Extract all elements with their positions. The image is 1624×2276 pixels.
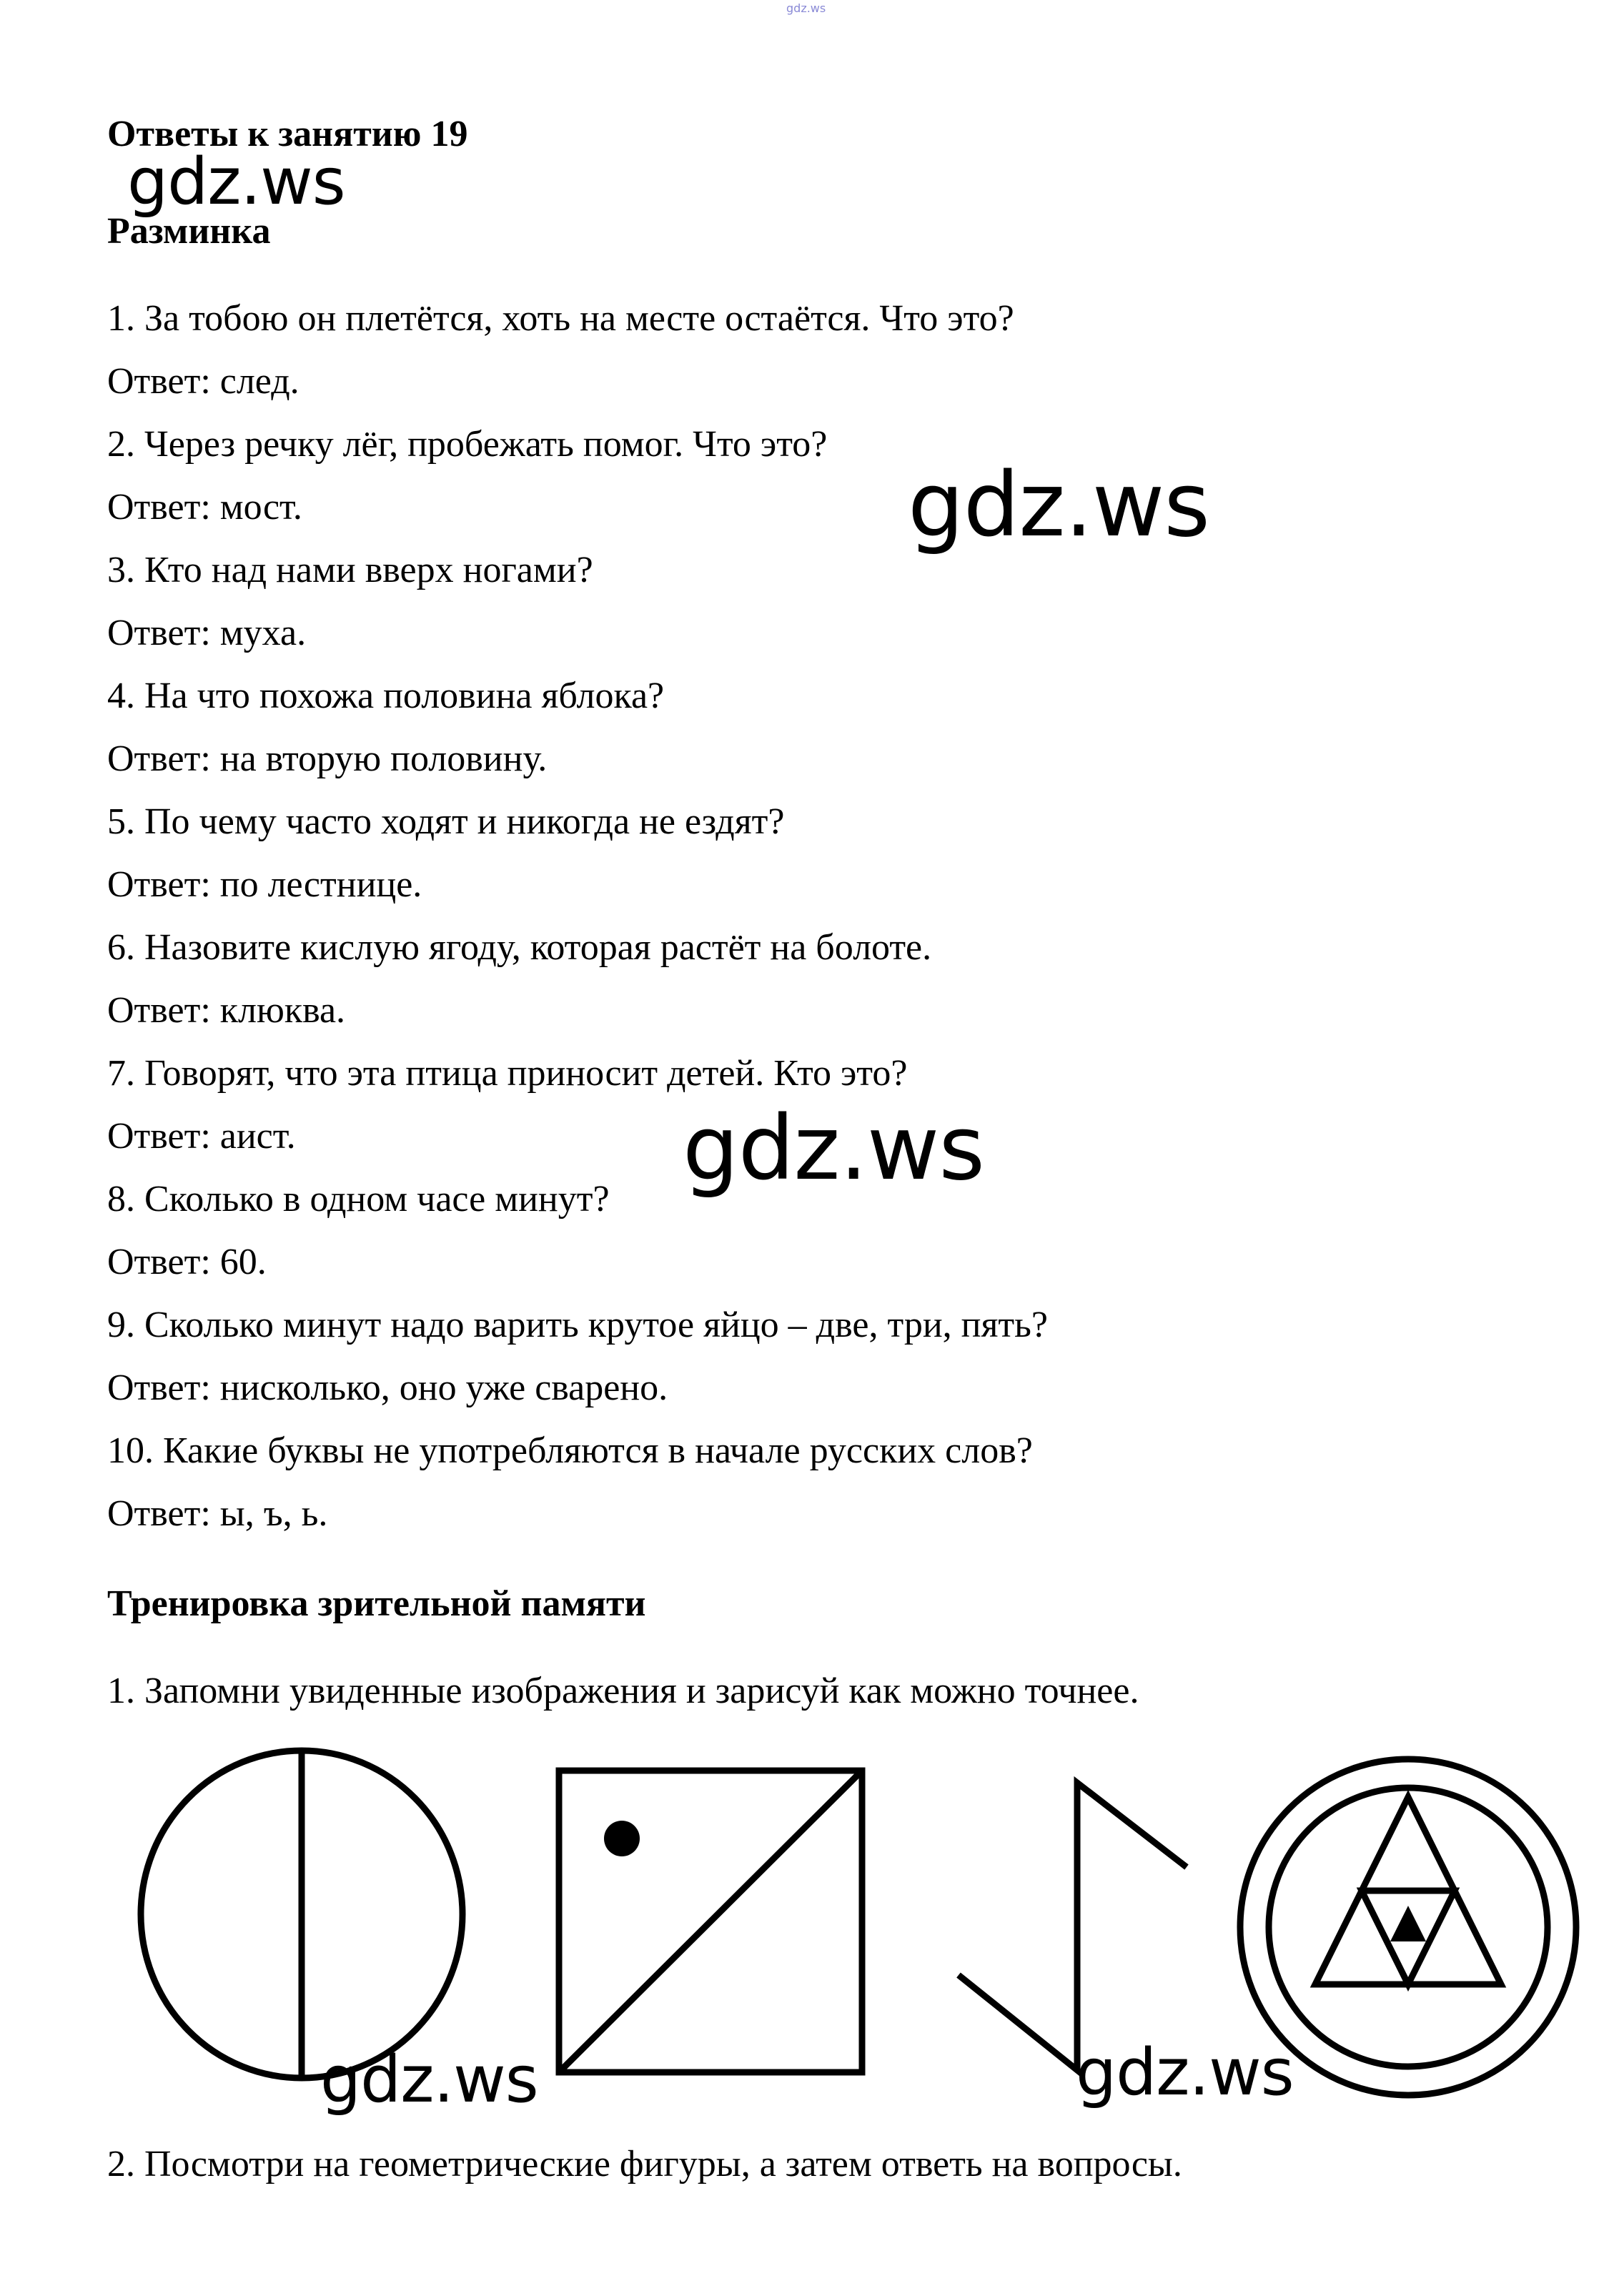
- section-heading-visual-memory: Тренировка зрительной памяти: [107, 1583, 646, 1624]
- memory-figures: [0, 1701, 1624, 2102]
- question-line: 9. Сколько минут надо варить крутое яйцо – две, три, пять?: [107, 1305, 1048, 1345]
- answer-line: Ответ: мост.: [107, 487, 302, 528]
- answer-line: Ответ: на вторую половину.: [107, 738, 548, 779]
- question-line: 5. По чему часто ходят и никогда не ездят?: [107, 801, 785, 842]
- question-line: 8. Сколько в одном часе минут?: [107, 1179, 610, 1219]
- page-title: Ответы к занятию 19: [107, 114, 468, 154]
- top-watermark: gdz.ws: [786, 1, 826, 15]
- watermark: gdz.ws: [683, 1097, 984, 1200]
- watermark: gdz.ws: [908, 454, 1209, 557]
- question-line: 2. Через речку лёг, пробежать помог. Что это?: [107, 424, 828, 465]
- question-line: 10. Какие буквы не употребляются в начале русских слов?: [107, 1430, 1033, 1471]
- task-line: 1. Запомни увиденные изображения и зарисуй как можно точнее.: [107, 1671, 1139, 1711]
- answer-line: Ответ: муха.: [107, 613, 307, 653]
- answer-line: Ответ: аист.: [107, 1116, 296, 1157]
- answer-line: Ответ: 60.: [107, 1242, 267, 1282]
- answer-line: Ответ: нисколько, оно уже сварено.: [107, 1367, 668, 1408]
- question-line: 4. На что похожа половина яблока?: [107, 676, 665, 716]
- section-heading-warmup: Разминка: [107, 211, 271, 252]
- question-line: 3. Кто над нами вверх ногами?: [107, 550, 593, 590]
- watermark: gdz.ws: [127, 144, 345, 219]
- question-line: 6. Назовите кислую ягоду, которая растёт на болоте.: [107, 927, 932, 968]
- answer-line: Ответ: след.: [107, 361, 299, 402]
- circle-with-line-figure: [141, 1751, 462, 2078]
- question-line: 1. За тобою он плетётся, хоть на месте остаётся. Что это?: [107, 298, 1014, 339]
- question-line: 7. Говорят, что эта птица приносит детей. Кто это?: [107, 1053, 908, 1094]
- watermark: gdz.ws: [320, 2042, 538, 2117]
- answer-line: Ответ: по лестнице.: [107, 864, 422, 905]
- answer-line: Ответ: клюква.: [107, 990, 346, 1031]
- task-line: 2. Посмотри на геометрические фигуры, а затем ответь на вопросы.: [107, 2144, 1182, 2185]
- watermark: gdz.ws: [1076, 2035, 1294, 2110]
- square-with-diagonal-figure: [559, 1771, 862, 2072]
- answer-line: Ответ: ы, ъ, ь.: [107, 1493, 328, 1534]
- zigzag-line-figure: [959, 1783, 1187, 2070]
